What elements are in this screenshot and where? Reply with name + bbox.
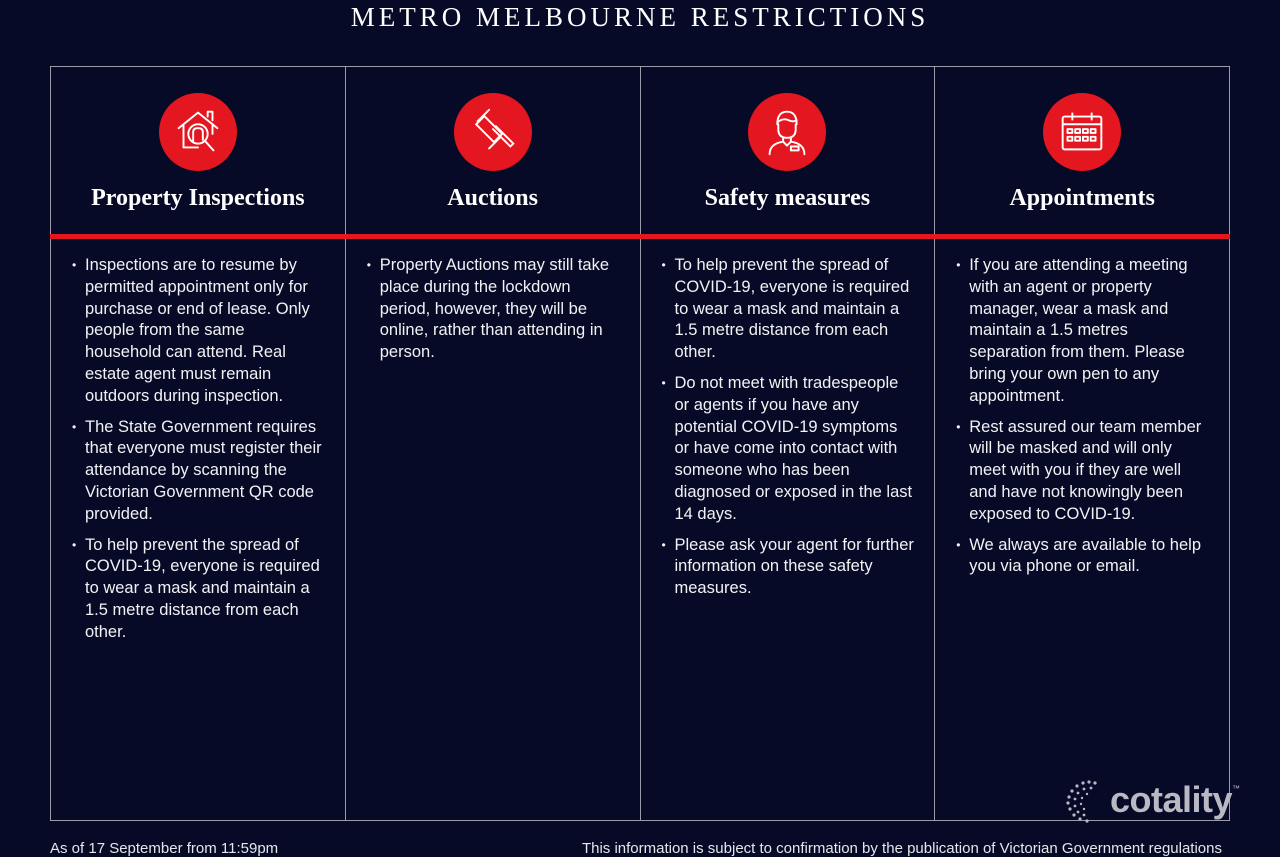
footer-disclaimer: This information is subject to confirmation by the publication of Victorian Government regulations bbox=[581, 840, 1222, 857]
list-item: • We always are available to help you via phone or email. bbox=[969, 535, 1209, 579]
list-item: • The State Government requires that everyone must register their attendance by scanning the Victorian Government QR code provided. bbox=[85, 417, 325, 526]
column-header bbox=[935, 67, 1229, 235]
bullet-list bbox=[51, 235, 345, 644]
column-title: Appointments bbox=[1009, 185, 1155, 211]
bullet-list bbox=[346, 235, 640, 364]
page-title: METRO MELBOURNE RESTRICTIONS bbox=[350, 2, 930, 32]
list-item: • Do not meet with tradespeople or agents if you have any potential COVID-19 symptoms or have come into contact with someone who has been diagnosed or exposed in the last 14 days. bbox=[675, 373, 915, 526]
column-appointments bbox=[935, 67, 1229, 820]
list-item: • Inspections are to resume by permitted appointment only for purchase or end of lease. Only people from the same household can attend. Real estate agent must remain outdoors during inspection. bbox=[85, 255, 325, 408]
column-property-inspections bbox=[51, 67, 346, 820]
column-header bbox=[346, 67, 640, 235]
list-item: • Rest assured our team member will be masked and will only meet with you if they are well and have not knowingly been exposed to COVID-19. bbox=[969, 417, 1209, 526]
column-header bbox=[641, 67, 935, 235]
logo-mark-icon bbox=[1062, 775, 1112, 825]
trademark: ™ bbox=[1232, 784, 1241, 793]
column-auctions bbox=[346, 67, 641, 820]
column-safety-measures bbox=[641, 67, 936, 820]
list-item: • Property Auctions may still take place during the lockdown period, however, they will be online, rather than attending in person. bbox=[380, 255, 620, 364]
list-item: • To help prevent the spread of COVID-19, everyone is required to wear a mask and maintain a 1.5 metre distance from each other. bbox=[675, 255, 915, 364]
person-icon bbox=[748, 93, 826, 171]
restrictions-grid bbox=[50, 66, 1233, 821]
list-item: • If you are attending a meeting with an agent or property manager, wear a mask and maintain a 1.5 metres separation from them. Please bring your own pen to any appointment. bbox=[969, 255, 1209, 408]
column-title: Property Inspections bbox=[91, 185, 305, 211]
bullet-list bbox=[641, 235, 935, 600]
list-item: • To help prevent the spread of COVID-19, everyone is required to wear a mask and maintain a 1.5 metre distance from each other. bbox=[85, 535, 325, 644]
footer-date: As of 17 September from 11:59pm bbox=[50, 840, 279, 857]
house-search-icon bbox=[159, 93, 237, 171]
header-divider bbox=[50, 234, 1230, 239]
column-title: Safety measures bbox=[704, 185, 871, 211]
column-header bbox=[51, 67, 345, 235]
list-item: • Please ask your agent for further information on these safety measures. bbox=[675, 535, 915, 600]
calendar-icon bbox=[1043, 93, 1121, 171]
column-title: Auctions bbox=[447, 185, 538, 211]
cotality-logo bbox=[1062, 772, 1252, 828]
gavel-icon bbox=[454, 93, 532, 171]
logo-text: cotality bbox=[1110, 779, 1233, 820]
bullet-list bbox=[935, 235, 1229, 578]
